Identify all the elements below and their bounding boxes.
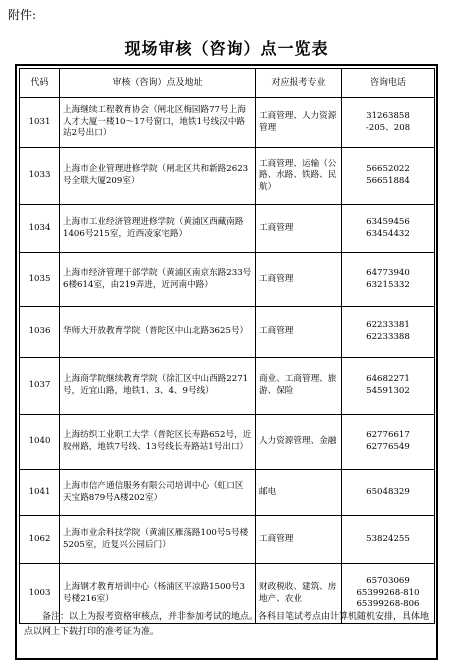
row-address: 上海市经济管理干部学院（黄浦区南京东路233号6楼614室，由219弄进，近河南中路） — [60, 253, 256, 307]
phone-number: 65399268-806 — [356, 599, 420, 610]
row-address: 上海市信产通信服务有限公司培训中心（虹口区天宝路879号A楼202室） — [60, 470, 256, 516]
phone-number: 56651884 — [366, 176, 410, 186]
header-specialty: 对应报考专业 — [256, 69, 342, 98]
row-code: 1041 — [20, 470, 60, 516]
table-row — [20, 253, 435, 307]
row-code: 1035 — [20, 253, 60, 307]
header-code: 代码 — [20, 69, 60, 98]
row-phone — [342, 253, 435, 307]
phone-number: 65399268-810 — [356, 587, 420, 598]
phone-number: 62233388 — [366, 332, 410, 342]
phone-number: 63459456 — [366, 216, 410, 227]
row-specialty: 工商管理 — [256, 516, 342, 564]
row-specialty: 工商管理 — [256, 253, 342, 307]
row-address: 上海市企业管理进修学院（闸北区共和新路2623号全联大厦209室） — [60, 148, 256, 205]
row-address: 上海市业余科技学院（黄浦区雁荡路100号5号楼5205室，近复兴公园后门） — [60, 516, 256, 564]
phone-number: 31263858 — [366, 110, 410, 121]
row-phone — [342, 148, 435, 205]
page-title: 现场审核（咨询）点一览表 — [124, 39, 329, 58]
row-specialty: 财政税收、建筑、房地产、农业 — [256, 564, 342, 624]
row-code: 1037 — [20, 358, 60, 415]
row-specialty: 工商管理 — [256, 307, 342, 358]
row-phone — [342, 98, 435, 148]
phone-number: 65703069 — [366, 576, 410, 587]
row-code: 1062 — [20, 516, 60, 564]
row-phone — [342, 205, 435, 253]
row-address: 上海市工业经济管理进修学院（黄浦区西藏南路1406号215室，近西凌家宅路） — [60, 205, 256, 253]
table-row — [20, 307, 435, 358]
row-phone — [342, 358, 435, 415]
row-code: 1033 — [20, 148, 60, 205]
row-address: 上海商学院继续教育学院（徐汇区中山西路2271号，近宜山路，地铁1、3、4、9号线） — [60, 358, 256, 415]
footnote: 备注：以上为报考资格审核点，并非参加考试的地点。各科目笔试考点由计算机随机安排，具体地点以网上下载打印的准考证为准。 — [24, 612, 430, 638]
row-phone — [342, 470, 435, 516]
phone-number: 64773940 — [366, 267, 410, 278]
row-address: 华师大开放教育学院（普陀区中山北路3625号） — [60, 307, 256, 358]
phone-number: 64682271 — [366, 374, 410, 385]
row-phone — [342, 415, 435, 470]
table-row — [20, 205, 435, 253]
row-specialty: 商业、工商管理、旅游、保险 — [256, 358, 342, 415]
table-row — [20, 415, 435, 470]
phone-number: 65048329 — [366, 486, 410, 497]
row-code: 1036 — [20, 307, 60, 358]
phone-number: 63215332 — [366, 279, 410, 290]
phone-number: 54591302 — [366, 386, 410, 396]
phone-number: 63454432 — [366, 228, 410, 239]
row-phone — [342, 516, 435, 564]
phone-number: 53824255 — [366, 533, 410, 544]
table-row — [20, 98, 435, 148]
row-address: 上海继续工程教育协会（闸北区梅园路77号上海人才大厦一楼10～17号窗口，地铁1号线汉中路站2号出口） — [60, 98, 256, 148]
row-address: 上海钢才教育培训中心（杨浦区平凉路1500号3号楼216室） — [60, 564, 256, 624]
row-specialty: 邮电 — [256, 470, 342, 516]
row-phone — [342, 307, 435, 358]
table-row — [20, 470, 435, 516]
row-code: 1040 — [20, 415, 60, 470]
phone-number: 62233381 — [366, 320, 410, 331]
table-header-row — [20, 69, 435, 98]
row-code: 1003 — [20, 564, 60, 624]
row-code: 1031 — [20, 98, 60, 148]
table-row — [20, 358, 435, 415]
phone-number: 56652022 — [366, 164, 410, 175]
attachment-label: 附件: — [8, 8, 37, 22]
table-row — [20, 516, 435, 564]
row-specialty: 工商管理、人力资源管理 — [256, 98, 342, 148]
header-phone: 咨询电话 — [342, 69, 435, 98]
table-row — [20, 148, 435, 205]
row-specialty: 人力资源管理、金融 — [256, 415, 342, 470]
row-specialty: 工商管理 — [256, 205, 342, 253]
phone-number: 62776617 — [366, 430, 410, 441]
header-address: 审核（咨询）点及地址 — [60, 69, 256, 98]
review-points-table — [19, 68, 435, 624]
row-specialty: 工商管理、运输（公路、水路、铁路、民航） — [256, 148, 342, 205]
row-address: 上海纺织工业职工大学（普陀区长寿路652号，近胶州路，地铁7号线、13号线长寿路站1号出口） — [60, 415, 256, 470]
phone-number: 62776549 — [366, 442, 410, 452]
phone-number: -205、208 — [365, 122, 411, 133]
row-code: 1034 — [20, 205, 60, 253]
